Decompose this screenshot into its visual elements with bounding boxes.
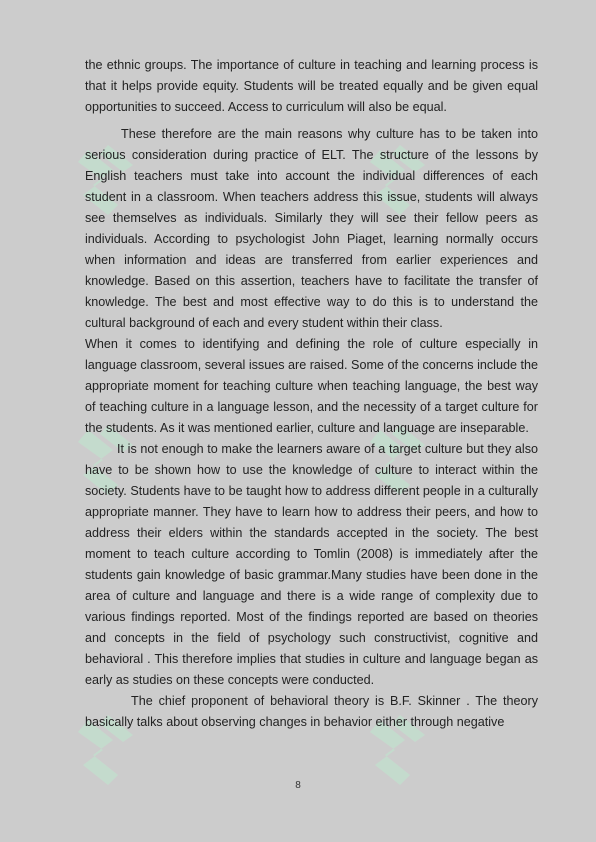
document-body [85,55,538,733]
paragraph: It is not enough to make the learners aware of a target culture but they also have to be shown how to use the knowledge of culture to interact within the society. Students have to be taught how to address different people in a culturally appropriate manner. They have to learn how to address their peers, and how to address their elders within the standards accepted in the society. The best moment to teach culture according to Tomlin (2008) is immediately after the students gain knowledge of basic grammar.Many studies have been done in the area of culture and language and there is a wide range of complexity due to various findings reported. Most of the findings reported are based on theories and concepts in the field of psychology such constructivist, cognitive and behavioral . This therefore implies that studies in culture and language began as early as studies on these concepts were conducted. [85,442,538,687]
paragraph: the ethnic groups. The importance of culture in teaching and learning process is that it helps provide equity. Students will be treated equally and be given equal opportunities to succeed. Access to curriculum will also be equal. [85,58,538,114]
paragraph: The chief proponent of behavioral theory is B.F. Skinner . The theory basically talks about observing changes in behavior either through negative [85,694,538,729]
page-number: 8 [295,780,301,791]
paragraph: These therefore are the main reasons why culture has to be taken into serious consideration during practice of ELT. The structure of the lessons by English teachers must take into account the individual differences of each student in a classroom. When teachers address this issue, students will always see themselves as individuals. Similarly they will see their fellow peers as individuals. According to psychologist John Piaget, learning normally occurs when information and ideas are transferred from earlier experiences and knowledge. Based on this assertion, teachers have to facilitate the transfer of knowledge. The best and most effective way to do this is to understand the cultural background of each and every student within their class. [85,127,538,330]
paragraph: When it comes to identifying and defining the role of culture especially in language classroom, several issues are raised. Some of the concerns include the appropriate moment for teaching culture when teaching language, the best way of teaching culture in a language lesson, and the necessity of a target culture for the students. As it was mentioned earlier, culture and language are inseparable. [85,337,538,435]
